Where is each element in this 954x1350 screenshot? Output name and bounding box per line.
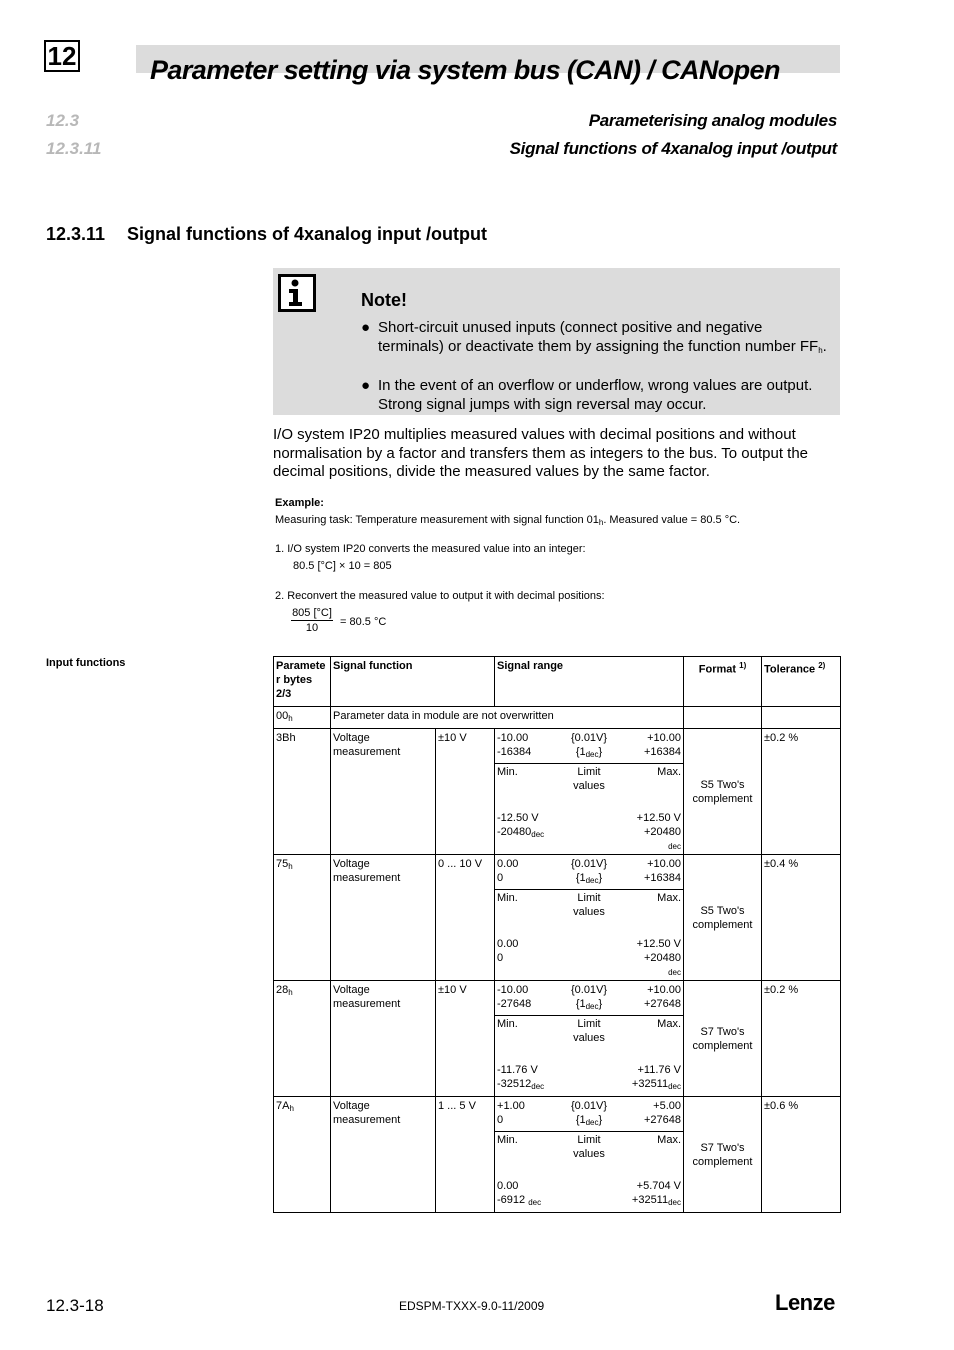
max-label: Max.	[657, 892, 682, 904]
subscript: h	[598, 518, 604, 527]
param-value: 28	[276, 984, 289, 996]
subsection-number: 12.3.11	[46, 139, 102, 158]
fraction-denominator: 10	[305, 622, 319, 634]
task-text: . Measured value = 80.5 °C.	[603, 514, 741, 526]
range-value	[613, 825, 681, 842]
header-range: Signal range	[495, 657, 684, 707]
min-label: Min.	[497, 1134, 518, 1146]
value-text: +32511	[631, 1078, 669, 1090]
table-row	[274, 707, 841, 729]
divider	[495, 1015, 683, 1016]
bullet-icon: ●	[361, 319, 371, 336]
param-value: 75	[276, 858, 289, 870]
table-row	[274, 729, 841, 855]
document-id: EDSPM-TXXX-9.0-11/2009	[399, 1299, 545, 1313]
range-value	[613, 951, 681, 968]
format-cell: S5 Two's complement	[684, 855, 762, 981]
subscript: h	[288, 862, 293, 871]
range-value: 0.00	[497, 1180, 519, 1192]
function-cell: Voltage measurement	[331, 1097, 436, 1213]
subscript: dec	[668, 1082, 682, 1091]
subscript: h	[288, 988, 293, 997]
param-value: 7A	[276, 1100, 290, 1112]
task-text: Measuring task: Temperature measurement with signal function 01	[275, 514, 599, 526]
heading-number: 12.3.11	[46, 224, 106, 244]
tolerance-cell: ±0.2 %	[762, 729, 841, 855]
tolerance-cell: ±0.6 %	[762, 1097, 841, 1213]
brace-text: }	[598, 746, 603, 758]
range-value: +5.00	[653, 1100, 682, 1112]
range-value: -10.00	[497, 732, 529, 744]
function-cell: Voltage measurement	[331, 981, 436, 1097]
span-cell: 1 ... 5 V	[436, 1097, 495, 1213]
range-value: +12.50 V	[636, 938, 682, 950]
range-value: +5.704 V	[636, 1180, 682, 1192]
function-cell: Voltage measurement	[331, 855, 436, 981]
format-cell: S7 Two's complement	[684, 981, 762, 1097]
param-cell	[274, 729, 331, 855]
brace-text: {1	[575, 872, 586, 884]
chapter-number-box: 12	[44, 40, 80, 72]
subsection-name: Signal functions of 4xanalog input /output	[509, 139, 837, 158]
subscript: dec	[528, 1198, 542, 1207]
param-cell	[274, 707, 331, 729]
example-step-1: 1. I/O system IP20 converts the measured value into an integer:	[275, 543, 586, 555]
unit-note: dec	[668, 968, 682, 977]
header-tolerance-text: Tolerance	[764, 663, 816, 676]
heading-text: Signal functions of 4xanalog input /output	[127, 224, 487, 244]
bullet-icon: ●	[361, 377, 371, 394]
range-value: -16384	[497, 746, 532, 758]
footnote-ref: 1)	[739, 661, 747, 670]
range-value: 0.00	[497, 938, 519, 950]
range-unit: {0.01V}	[570, 732, 608, 744]
range-value: 0.00	[497, 858, 519, 870]
range-cell	[495, 981, 684, 1097]
range-value	[497, 825, 565, 842]
range-value	[497, 1193, 565, 1210]
punctuation: .	[822, 338, 827, 355]
header-format	[684, 657, 762, 707]
empty-cell	[762, 707, 841, 729]
range-unit	[565, 745, 613, 762]
example-step-2: 2. Reconvert the measured value to output it with decimal positions:	[275, 590, 605, 602]
section-heading	[46, 224, 487, 245]
brace-text: {1	[575, 746, 586, 758]
param-cell	[274, 981, 331, 1097]
max-label: Max.	[657, 1018, 682, 1030]
span-cell: ±10 V	[436, 729, 495, 855]
example-task	[275, 514, 740, 527]
value-text: -6912	[497, 1194, 529, 1206]
range-value	[497, 951, 565, 968]
table-header-row	[274, 657, 841, 707]
empty-cell	[684, 707, 762, 729]
max-label: Max.	[657, 1134, 682, 1146]
range-value: +12.50 V	[636, 812, 682, 824]
divider	[495, 763, 683, 764]
body-paragraph: I/O system IP20 multiplies measured values with decimal positions and without normalisation by a factor and transfers them as integers to the bus. To output the decimal positions, divide the measured values by the same factor.	[273, 426, 809, 480]
range-unit	[565, 871, 613, 888]
limit-label: Limit values	[573, 892, 605, 918]
chapter-title: Parameter setting via system bus (CAN) / CANopen	[150, 55, 780, 85]
subscript: h	[289, 1104, 294, 1113]
limit-label: Limit values	[573, 1018, 605, 1044]
header-param: Paramete r bytes 2/3	[274, 657, 331, 707]
brace-text: {1	[575, 998, 586, 1010]
range-value	[497, 1077, 565, 1094]
subscript: dec	[531, 1082, 545, 1091]
note-item	[361, 318, 831, 360]
header-signal: Signal function	[331, 657, 495, 707]
range-value: +16384	[644, 746, 682, 758]
note-item-text: In the event of an overflow or underflow, wrong values are output. Strong signal jumps with sign reversal may occur.	[378, 377, 813, 413]
note-item	[361, 376, 831, 414]
info-icon	[278, 274, 316, 312]
range-value: -10.00	[497, 984, 529, 996]
lenze-logo: Lenze	[775, 1290, 835, 1315]
subscript: dec	[585, 1118, 599, 1127]
brace-text: {1	[575, 1114, 586, 1126]
value-text: +20480	[644, 826, 682, 838]
value-text: +20480	[644, 952, 682, 964]
divider	[495, 889, 683, 890]
note-title: Note!	[361, 290, 407, 310]
tolerance-cell: ±0.2 %	[762, 981, 841, 1097]
param-cell	[274, 1097, 331, 1213]
brace-text: }	[598, 998, 603, 1010]
value-text: +32511	[631, 1194, 669, 1206]
range-cell	[495, 855, 684, 981]
value-text: 0	[497, 952, 504, 964]
function-cell: Voltage measurement	[331, 729, 436, 855]
limit-label: Limit values	[573, 1134, 605, 1160]
divider	[495, 1131, 683, 1132]
note-item-text: Short-circuit unused inputs (connect positive and negative terminals) or deactivate them by assigning the function number FF	[378, 319, 819, 355]
input-functions-table	[273, 656, 841, 1213]
page-number: 12.3-18	[46, 1296, 104, 1315]
range-value: -12.50 V	[497, 812, 539, 824]
tolerance-cell: ±0.4 %	[762, 855, 841, 981]
range-value: +16384	[644, 872, 682, 884]
subscript: dec	[531, 830, 545, 839]
range-cell	[495, 729, 684, 855]
range-value: +10.00	[647, 984, 682, 996]
range-value: -27648	[497, 998, 532, 1010]
table-row	[274, 981, 841, 1097]
section-name: Parameterising analog modules	[588, 111, 837, 130]
limit-label: Limit values	[573, 766, 605, 792]
range-unit: {0.01V}	[570, 858, 608, 870]
header-format-text: Format	[698, 663, 737, 676]
side-label: Input functions	[46, 657, 126, 669]
table-row	[274, 1097, 841, 1213]
header-tolerance	[762, 657, 841, 707]
range-value: 0	[497, 1114, 504, 1126]
value-text: -32512	[497, 1078, 532, 1090]
range-value	[613, 1193, 681, 1210]
range-unit: {0.01V}	[570, 1100, 608, 1112]
table-row	[274, 855, 841, 981]
format-cell: S7 Two's complement	[684, 1097, 762, 1213]
span-cell: 0 ... 10 V	[436, 855, 495, 981]
min-label: Min.	[497, 1018, 518, 1030]
subscript: dec	[585, 876, 599, 885]
range-unit	[565, 1113, 613, 1130]
subscript: dec	[585, 750, 599, 759]
subscript: dec	[585, 1002, 599, 1011]
range-value: -11.76 V	[497, 1064, 538, 1076]
max-label: Max.	[657, 766, 682, 778]
unit-note: dec	[668, 842, 682, 851]
range-value: +11.76 V	[637, 1064, 682, 1076]
min-label: Min.	[497, 892, 518, 904]
param-cell	[274, 855, 331, 981]
range-value	[613, 1077, 681, 1094]
range-value: +10.00	[647, 732, 682, 744]
fraction-result: = 80.5 °C	[340, 616, 387, 628]
value-text: -20480	[497, 826, 532, 838]
range-value: 0	[497, 872, 504, 884]
range-cell	[495, 1097, 684, 1213]
param-value: 3Bh	[276, 732, 296, 744]
range-unit	[565, 997, 613, 1014]
section-number: 12.3	[46, 111, 80, 130]
range-unit: {0.01V}	[570, 984, 608, 996]
range-value: +27648	[644, 1114, 682, 1126]
range-value: +10.00	[647, 858, 682, 870]
fraction	[291, 607, 333, 634]
subscript: dec	[668, 1198, 682, 1207]
range-value: +1.00	[497, 1100, 525, 1112]
example-label: Example:	[275, 497, 324, 509]
subscript: h	[288, 714, 293, 723]
format-cell: S5 Two's complement	[684, 729, 762, 855]
span-cell: ±10 V	[436, 981, 495, 1097]
fraction-numerator: 805 [°C]	[292, 607, 332, 619]
example-step-1-calc: 80.5 [°C] × 10 = 805	[293, 560, 392, 572]
param-note-cell: Parameter data in module are not overwritten	[331, 707, 684, 729]
brace-text: }	[598, 872, 603, 884]
min-label: Min.	[497, 766, 518, 778]
subscript: h	[818, 346, 823, 355]
footnote-ref: 2)	[818, 661, 826, 670]
param-value: 00	[276, 710, 289, 722]
range-value: +27648	[644, 998, 682, 1010]
brace-text: }	[598, 1114, 603, 1126]
